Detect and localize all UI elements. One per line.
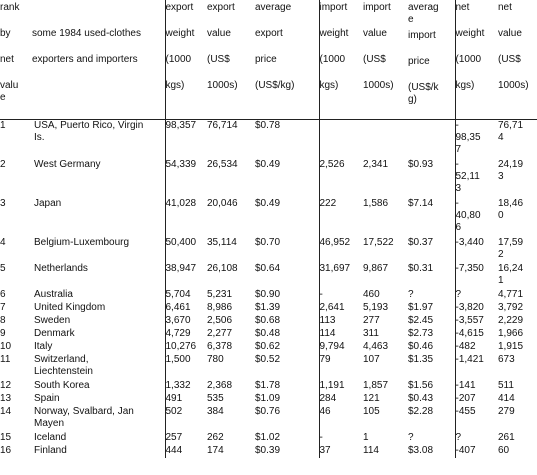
cell-text: 673 (498, 354, 515, 365)
cell-text: -1,421 (455, 354, 484, 365)
header-text: some 1984 used-clothes (32, 28, 141, 39)
country-cell (32, 289, 165, 302)
export-value-cell: 76,714 (207, 120, 238, 131)
rank-cell: 11 (0, 354, 11, 365)
country-cell (32, 315, 165, 328)
table-row (0, 354, 537, 380)
table-row (0, 328, 537, 341)
net-weight-cell (455, 120, 498, 160)
rank-cell: 14 (0, 406, 12, 417)
header-text: value (207, 28, 231, 39)
cell-text: 414 (498, 393, 515, 404)
header-text: (US$/k (408, 82, 439, 93)
table-row (0, 315, 537, 328)
net-value-cell (498, 341, 537, 354)
cell-text: 18,46 (498, 198, 524, 209)
export-weight-cell: 4,729 (165, 328, 207, 341)
country-cell (32, 406, 165, 432)
import-weight-cell: 31,697 (319, 263, 363, 289)
header-text: value (498, 28, 522, 39)
import-price-cell: $1.56 (408, 380, 434, 391)
cell-text: United Kingdom (34, 302, 106, 313)
header-text: export (207, 2, 235, 13)
header-text: import (319, 2, 348, 13)
export-weight-cell: 257 (165, 432, 207, 445)
cell-text: 17,59 (498, 237, 524, 248)
export-weight-cell: 10,276 (165, 341, 207, 354)
header-text: rank (0, 2, 20, 13)
net-weight-cell (455, 406, 498, 432)
import-price-cell: $7.14 (408, 198, 434, 209)
cell-text: -455 (455, 406, 476, 417)
header-description (32, 0, 165, 120)
export-weight-cell: 3,670 (165, 315, 207, 328)
cell-text: South Korea (34, 380, 90, 391)
import-value-cell: 460 (363, 289, 380, 300)
cell-text: 76,71 (498, 120, 524, 131)
header-text: weight (165, 28, 195, 39)
cell-text: 2 (498, 249, 504, 260)
export-price-cell: $0.48 (255, 328, 281, 339)
import-value-cell: 9,867 (363, 263, 389, 274)
header-text: kgs) (455, 80, 475, 91)
cell-text: Netherlands (34, 263, 88, 274)
cell-text: ? (455, 432, 462, 443)
cell-text: 3,792 (498, 302, 524, 313)
header-text: 1000s) (363, 80, 394, 91)
net-weight-cell (455, 432, 498, 445)
import-price-cell: $3.08 (408, 445, 434, 456)
cell-text: -482 (455, 341, 476, 352)
import-value-cell: 1,586 (363, 198, 389, 209)
net-weight-cell (455, 341, 498, 354)
import-price-cell: $0.31 (408, 263, 434, 274)
export-weight-cell: 491 (165, 393, 207, 406)
import-value-cell: 4,463 (363, 341, 389, 352)
cell-text: Norway, Svalbard, Jan (34, 406, 134, 417)
cell-text: 24,19 (498, 159, 524, 170)
header-text: (US$ (498, 54, 521, 65)
header-text: export (255, 28, 283, 39)
header-text: kgs) (319, 80, 339, 91)
export-weight-cell: 38,947 (165, 263, 207, 289)
header-text: price (408, 56, 430, 67)
table-row (0, 445, 537, 458)
import-weight-cell: 114 (319, 328, 363, 341)
rank-cell: 3 (0, 198, 6, 209)
header-row (0, 0, 537, 120)
import-value-cell: 105 (363, 406, 380, 417)
export-price-cell: $1.02 (255, 432, 281, 443)
rank-cell: 2 (0, 159, 6, 170)
cell-text: 511 (498, 380, 514, 391)
export-weight-cell: 6,461 (165, 302, 207, 315)
header-text: net (498, 2, 512, 13)
header-text: export (165, 2, 194, 13)
export-weight-cell: 1,500 (165, 354, 207, 380)
table-row (0, 393, 537, 406)
export-value-cell: 6,378 (207, 341, 233, 352)
cell-text: 1,966 (498, 328, 524, 339)
cell-text: Italy (34, 341, 53, 352)
header-import-weight (319, 0, 363, 120)
export-price-cell: $0.39 (255, 445, 281, 456)
import-weight-cell: 9,794 (319, 341, 363, 354)
cell-text: Sweden (34, 315, 71, 326)
table-row (0, 263, 537, 289)
cell-text: -3,440 (455, 237, 484, 248)
cell-text: 3 (455, 183, 462, 194)
header-text: import (363, 2, 391, 13)
table-row (0, 406, 537, 432)
header-text: 1000s) (207, 80, 238, 91)
import-weight-cell: 37 (319, 445, 363, 458)
export-value-cell: 780 (207, 354, 224, 365)
rank-cell: 16 (0, 445, 12, 456)
header-text: net (455, 2, 470, 13)
cell-text: - (455, 198, 459, 209)
net-value-cell (498, 198, 537, 237)
cell-text: -3,820 (455, 302, 484, 313)
export-value-cell: 2,368 (207, 380, 233, 391)
table-row (0, 341, 537, 354)
table-row (0, 380, 537, 393)
cell-text: 6 (455, 222, 462, 233)
header-text: (1000 (455, 54, 482, 65)
export-weight-cell: 502 (165, 406, 207, 432)
export-price-cell: $0.62 (255, 341, 281, 352)
country-cell (32, 120, 165, 160)
net-value-cell (498, 120, 537, 160)
import-price-cell: $2.45 (408, 315, 434, 326)
net-value-cell (498, 237, 537, 263)
import-price-cell: $0.93 (408, 159, 434, 170)
country-cell (32, 354, 165, 380)
import-value-cell: 114 (363, 445, 379, 456)
cell-text: -7,350 (455, 263, 484, 274)
import-price-cell: ? (408, 289, 414, 300)
export-price-cell: $0.70 (255, 237, 281, 248)
header-average-export-price (255, 0, 319, 120)
header-average-import-price (408, 0, 455, 120)
net-value-cell (498, 393, 537, 406)
import-weight-cell: 113 (319, 315, 363, 328)
country-cell (32, 380, 165, 393)
header-text: weight (319, 28, 349, 39)
header-text: average (255, 2, 292, 13)
header-text: (US$/kg) (255, 80, 295, 91)
export-weight-cell: 98,357 (165, 120, 207, 160)
import-value-cell: 1 (363, 432, 369, 443)
header-text: 1000s) (498, 80, 529, 91)
cell-text: 4 (498, 132, 504, 143)
header-text: averag (408, 2, 439, 13)
import-value-cell (363, 120, 408, 160)
rank-cell: 7 (0, 302, 6, 313)
cell-text: - (455, 120, 459, 131)
cell-text: - (455, 159, 459, 170)
export-value-cell: 8,986 (207, 302, 233, 313)
import-weight-cell (319, 120, 363, 160)
table-row (0, 120, 537, 160)
net-value-cell (498, 263, 537, 289)
country-cell (32, 445, 165, 458)
export-value-cell: 174 (207, 445, 224, 456)
cell-text: 2,229 (498, 315, 524, 326)
cell-text: Spain (34, 393, 60, 404)
export-value-cell: 2,506 (207, 315, 233, 326)
import-value-cell: 2,341 (363, 159, 389, 170)
cell-text: 98,35 (455, 132, 481, 143)
cell-text: 279 (498, 406, 515, 417)
net-weight-cell (455, 198, 498, 237)
country-cell (32, 393, 165, 406)
rank-cell: 6 (0, 289, 6, 300)
header-import-value (363, 0, 408, 120)
export-value-cell: 20,046 (207, 198, 238, 209)
import-value-cell: 311 (363, 328, 379, 339)
header-text: (1000 (319, 54, 346, 65)
export-value-cell: 535 (207, 393, 224, 404)
header-text: kgs) (165, 80, 185, 91)
net-weight-cell (455, 237, 498, 263)
import-weight-cell: 46,952 (319, 237, 363, 263)
import-weight-cell: 2,641 (319, 302, 363, 315)
cell-text: 261 (498, 432, 515, 443)
import-weight-cell: 79 (319, 354, 363, 380)
cell-text: Denmark (34, 328, 75, 339)
net-value-cell (498, 159, 537, 198)
cell-text: -4,615 (455, 328, 484, 339)
net-weight-cell (455, 328, 498, 341)
export-price-cell: $1.09 (255, 393, 281, 404)
import-weight-cell: 46 (319, 406, 363, 432)
country-cell (32, 237, 165, 263)
cell-text: 16,24 (498, 263, 524, 274)
import-price-cell: $1.97 (408, 302, 434, 313)
header-net-weight (455, 0, 498, 120)
import-weight-cell: 2,526 (319, 159, 363, 198)
export-value-cell: 384 (207, 406, 224, 417)
country-cell (32, 328, 165, 341)
header-text: e (408, 14, 414, 25)
import-price-cell: $2.73 (408, 328, 434, 339)
header-text: (US$ (207, 54, 230, 65)
import-value-cell: 17,522 (363, 237, 394, 248)
import-price-cell: $0.46 (408, 341, 434, 352)
cell-text: Liechtenstein (34, 366, 93, 377)
net-weight-cell (455, 289, 498, 302)
export-price-cell: $0.90 (255, 289, 281, 300)
import-value-cell: 121 (363, 393, 380, 404)
cell-text: -141 (455, 380, 476, 391)
rank-cell: 15 (0, 432, 12, 443)
export-price-cell: $1.39 (255, 302, 281, 313)
cell-text: 1,915 (498, 341, 524, 352)
net-value-cell (498, 315, 537, 328)
net-weight-cell (455, 445, 498, 458)
cell-text: 40,80 (455, 210, 481, 221)
cell-text: Mayen (34, 418, 65, 429)
header-export-weight (165, 0, 207, 120)
net-value-cell (498, 289, 537, 302)
cell-text: West Germany (34, 159, 101, 170)
cell-text: 3 (498, 171, 504, 182)
table-row (0, 198, 537, 237)
cell-text: Belgium-Luxembourg (34, 237, 130, 248)
export-value-cell: 35,114 (207, 237, 237, 248)
net-value-cell (498, 445, 537, 458)
country-cell (32, 302, 165, 315)
cell-text: Iceland (34, 432, 67, 443)
net-weight-cell (455, 354, 498, 380)
country-cell (32, 263, 165, 289)
import-weight-cell: 1,191 (319, 380, 363, 393)
export-weight-cell: 1,332 (165, 380, 207, 393)
rank-cell: 8 (0, 315, 6, 326)
cell-text: Is. (34, 132, 45, 143)
net-weight-cell (455, 263, 498, 289)
import-value-cell: 5,193 (363, 302, 389, 313)
country-cell (32, 159, 165, 198)
export-price-cell: $0.64 (255, 263, 281, 274)
table-row (0, 289, 537, 302)
header-rank (0, 0, 32, 120)
net-value-cell (498, 354, 537, 380)
net-weight-cell (455, 159, 498, 198)
header-text: price (255, 54, 277, 65)
export-weight-cell: 444 (165, 445, 207, 458)
cell-text: 4,771 (498, 289, 524, 300)
export-value-cell: 26,534 (207, 159, 238, 170)
cell-text: Australia (34, 289, 73, 300)
cell-text: 0 (498, 210, 504, 221)
import-price-cell: $0.43 (408, 393, 434, 404)
header-text: exporters and importers (32, 54, 138, 65)
import-value-cell: 1,857 (363, 380, 389, 391)
table-row (0, 159, 537, 198)
import-price-cell: $0.37 (408, 237, 434, 248)
header-text: by (0, 28, 11, 39)
net-weight-cell (455, 393, 498, 406)
export-price-cell: $1.78 (255, 380, 281, 391)
import-weight-cell: - (319, 432, 363, 445)
net-value-cell (498, 406, 537, 432)
country-cell (32, 198, 165, 237)
export-weight-cell: 54,339 (165, 159, 207, 198)
net-value-cell (498, 302, 537, 315)
import-price-cell: ? (408, 432, 414, 443)
import-value-cell: 107 (363, 354, 380, 365)
cell-text: -407 (455, 445, 476, 456)
cell-text: 1 (498, 275, 504, 286)
export-price-cell: $0.49 (255, 198, 281, 209)
rank-cell: 9 (0, 328, 6, 339)
import-value-cell: 277 (363, 315, 380, 326)
net-value-cell (498, 380, 537, 393)
net-value-cell (498, 432, 537, 445)
cell-text: -3,557 (455, 315, 484, 326)
table-row (0, 432, 537, 445)
header-text: valu (0, 80, 19, 91)
cell-text: Switzerland, (34, 354, 89, 365)
rank-cell: 12 (0, 380, 12, 391)
export-weight-cell: 5,704 (165, 289, 207, 302)
rank-cell: 13 (0, 393, 12, 404)
rank-cell: 4 (0, 237, 6, 248)
import-price-cell (408, 120, 455, 160)
cell-text: Finland (34, 445, 67, 456)
rank-cell: 10 (0, 341, 12, 352)
export-price-cell: $0.78 (255, 120, 281, 131)
country-cell (32, 432, 165, 445)
rank-cell: 5 (0, 263, 6, 274)
export-value-cell: 262 (207, 432, 224, 443)
net-value-cell (498, 328, 537, 341)
cell-text: USA, Puerto Rico, Virgin (34, 120, 144, 131)
export-price-cell: $0.68 (255, 315, 281, 326)
export-price-cell: $0.76 (255, 406, 281, 417)
import-weight-cell: 284 (319, 393, 363, 406)
import-weight-cell: 222 (319, 198, 363, 237)
export-weight-cell: 50,400 (165, 237, 207, 263)
header-text: (1000 (165, 54, 192, 65)
header-text: g) (408, 94, 417, 105)
table-row (0, 237, 537, 263)
cell-text: 7 (455, 144, 462, 155)
header-text: import (408, 30, 436, 41)
import-price-cell: $2.28 (408, 406, 434, 417)
rank-cell: 1 (0, 120, 6, 131)
header-text: e (0, 92, 6, 103)
export-price-cell: $0.52 (255, 354, 281, 365)
export-weight-cell: 41,028 (165, 198, 207, 237)
header-net-value (498, 0, 537, 120)
cell-text: Japan (34, 198, 62, 209)
net-weight-cell (455, 302, 498, 315)
header-export-value (207, 0, 255, 120)
export-value-cell: 5,231 (207, 289, 233, 300)
net-weight-cell (455, 315, 498, 328)
export-price-cell: $0.49 (255, 159, 281, 170)
header-text: value (363, 28, 387, 39)
header-text: (US$ (363, 54, 386, 65)
country-cell (32, 341, 165, 354)
cell-text: 52,11 (455, 171, 480, 182)
cell-text: 60 (498, 445, 510, 456)
export-value-cell: 2,277 (207, 328, 233, 339)
header-text: net (0, 54, 14, 65)
cell-text: ? (455, 289, 462, 300)
header-text: weight (455, 28, 485, 39)
table-row (0, 302, 537, 315)
net-weight-cell (455, 380, 498, 393)
cell-text: -207 (455, 393, 476, 404)
import-weight-cell: - (319, 289, 363, 302)
export-value-cell: 26,108 (207, 263, 238, 274)
import-price-cell: $1.35 (408, 354, 434, 365)
